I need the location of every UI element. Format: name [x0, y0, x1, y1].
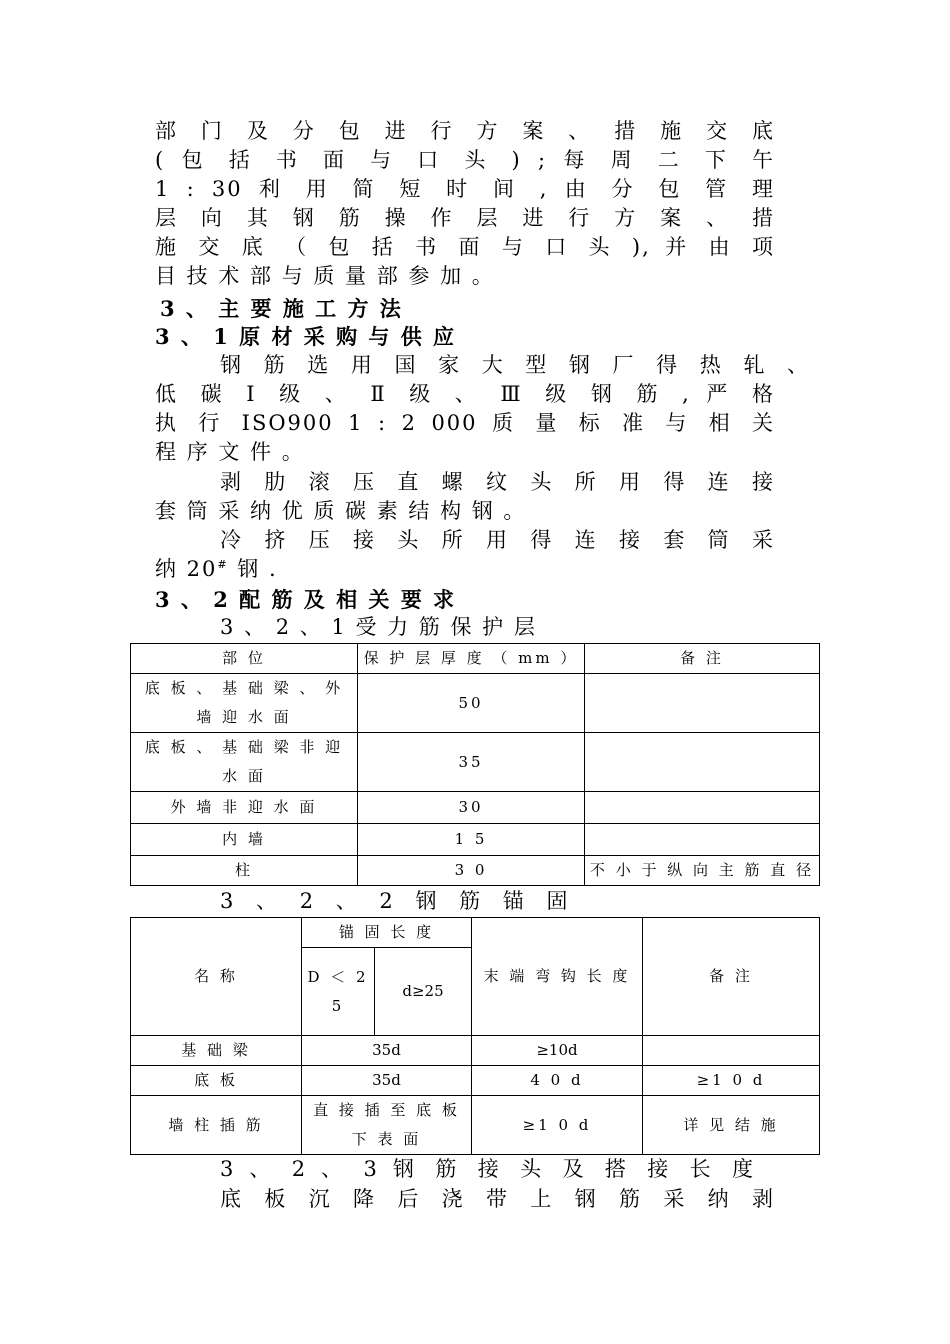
superscript: # [217, 558, 229, 571]
body-text-line: 钢 筋 选 用 国 家 大 型 钢 厂 得 热 轧 、 [220, 353, 810, 377]
table-header-cell: 末 端 弯 钩 长 度 [472, 918, 643, 1036]
table-row [131, 733, 820, 792]
table-header-row [131, 918, 820, 948]
table-cell: 35d [302, 1066, 472, 1096]
table-header-cell: 备 注 [585, 644, 820, 674]
table-header-cell: 名 称 [131, 918, 302, 1036]
table-header-cell: 保 护 层 厚 度 （ mm ） [358, 644, 585, 674]
table-cell: 底 板 、 基 础 梁 非 迎 水 面 [131, 733, 358, 792]
table-cell: 1 5 [358, 824, 585, 856]
body-text-line: ( 包 括 书 面 与 口 头 ) ; 每 周 二 下 午 [155, 148, 775, 172]
table-cell [585, 733, 820, 792]
table-cell [585, 674, 820, 733]
table-cell: 外 墙 非 迎 水 面 [131, 792, 358, 824]
table-row [131, 1066, 820, 1096]
table-cell: 35 [358, 733, 585, 792]
table-header-cell: 部 位 [131, 644, 358, 674]
body-text-line: 剥 肋 滚 压 直 螺 纹 头 所 用 得 连 接 [220, 470, 775, 494]
table-cell: 30 [358, 792, 585, 824]
table-header-cell: d≥25 [375, 948, 472, 1036]
body-text-line: 层 向 其 钢 筋 操 作 层 进 行 方 案 、 措 [155, 206, 775, 230]
subsection-heading: 3 、 2 配 筋 及 相 关 要 求 [155, 587, 457, 612]
table-cell: ≥10d [472, 1036, 643, 1066]
table-cell: 基 础 梁 [131, 1036, 302, 1066]
table-cell: 墙 柱 插 筋 [131, 1096, 302, 1155]
table-row [131, 824, 820, 856]
table-header-cell: 备 注 [643, 918, 820, 1036]
table-header-row [131, 644, 820, 674]
table-cell: 详 见 结 施 [643, 1096, 820, 1155]
anchorage-table [130, 917, 820, 1155]
table-cell: ≥1 0 d [472, 1096, 643, 1155]
body-text-line: 施 交 底 （ 包 括 书 面 与 口 头 ), 并 由 项 [155, 235, 775, 259]
table-row [131, 856, 820, 886]
subsection-heading: 3 、 2 、 2 钢 筋 锚 固 [220, 889, 570, 913]
table-cell: 内 墙 [131, 824, 358, 856]
body-text-line: 底 板 沉 降 后 浇 带 上 钢 筋 采 纳 剥 [220, 1187, 775, 1211]
body-text-line [155, 555, 775, 584]
section-heading: 3 、 主 要 施 工 方 法 [160, 296, 403, 321]
body-text-line: 程 序 文 件 。 [155, 440, 305, 464]
subsection-heading: 3 、 1 原 材 采 购 与 供 应 [155, 324, 457, 349]
table-row [131, 674, 820, 733]
table-cell: 3 0 [358, 856, 585, 886]
table-row [131, 1036, 820, 1066]
body-text-line: 执 行 ISO900 1 : 2 000 质 量 标 准 与 相 关 [155, 411, 775, 435]
table-row [131, 792, 820, 824]
table-cell [585, 792, 820, 824]
table-cell [643, 1036, 820, 1066]
text-run: 钢 . [228, 557, 278, 581]
body-text-line: 套 筒 采 纳 优 质 碳 素 结 构 钢 。 [155, 499, 527, 523]
table-header-cell: D ＜ 25 [302, 948, 375, 1036]
body-text-line: 1 : 30 利 用 简 短 时 间 , 由 分 包 管 理 [155, 177, 775, 201]
table-cell [585, 824, 820, 856]
table-cell: ≥1 0 d [643, 1066, 820, 1096]
body-text-line: 部 门 及 分 包 进 行 方 案 、 措 施 交 底 [155, 119, 775, 143]
body-text-line: 冷 挤 压 接 头 所 用 得 连 接 套 筒 采 [220, 528, 775, 552]
table-cell: 底 板 、 基 础 梁 、 外 墙 迎 水 面 [131, 674, 358, 733]
cover-thickness-table [130, 643, 820, 886]
table-cell: 底 板 [131, 1066, 302, 1096]
table-cell: 柱 [131, 856, 358, 886]
table-cell: 35d [302, 1036, 472, 1066]
table-header-cell: 锚 固 长 度 [302, 918, 472, 948]
text-run: 纳 20 [155, 557, 218, 581]
subsection-heading: 3 、 2 、 1 受 力 筋 保 护 层 [220, 615, 537, 639]
body-text-line: 目 技 术 部 与 质 量 部 参 加 。 [155, 264, 495, 288]
table-cell: 不 小 于 纵 向 主 筋 直 径 [585, 856, 820, 886]
table-cell: 50 [358, 674, 585, 733]
table-row [131, 1096, 820, 1155]
subsection-heading: 3 、 2 、 3 钢 筋 接 头 及 搭 接 长 度 [220, 1157, 755, 1181]
table-cell: 直 接 插 至 底 板 下 表 面 [302, 1096, 472, 1155]
table-cell: 4 0 d [472, 1066, 643, 1096]
body-text-line: 低 碳 Ⅰ 级 、 Ⅱ 级 、 Ⅲ 级 钢 筋 , 严 格 [155, 382, 775, 406]
